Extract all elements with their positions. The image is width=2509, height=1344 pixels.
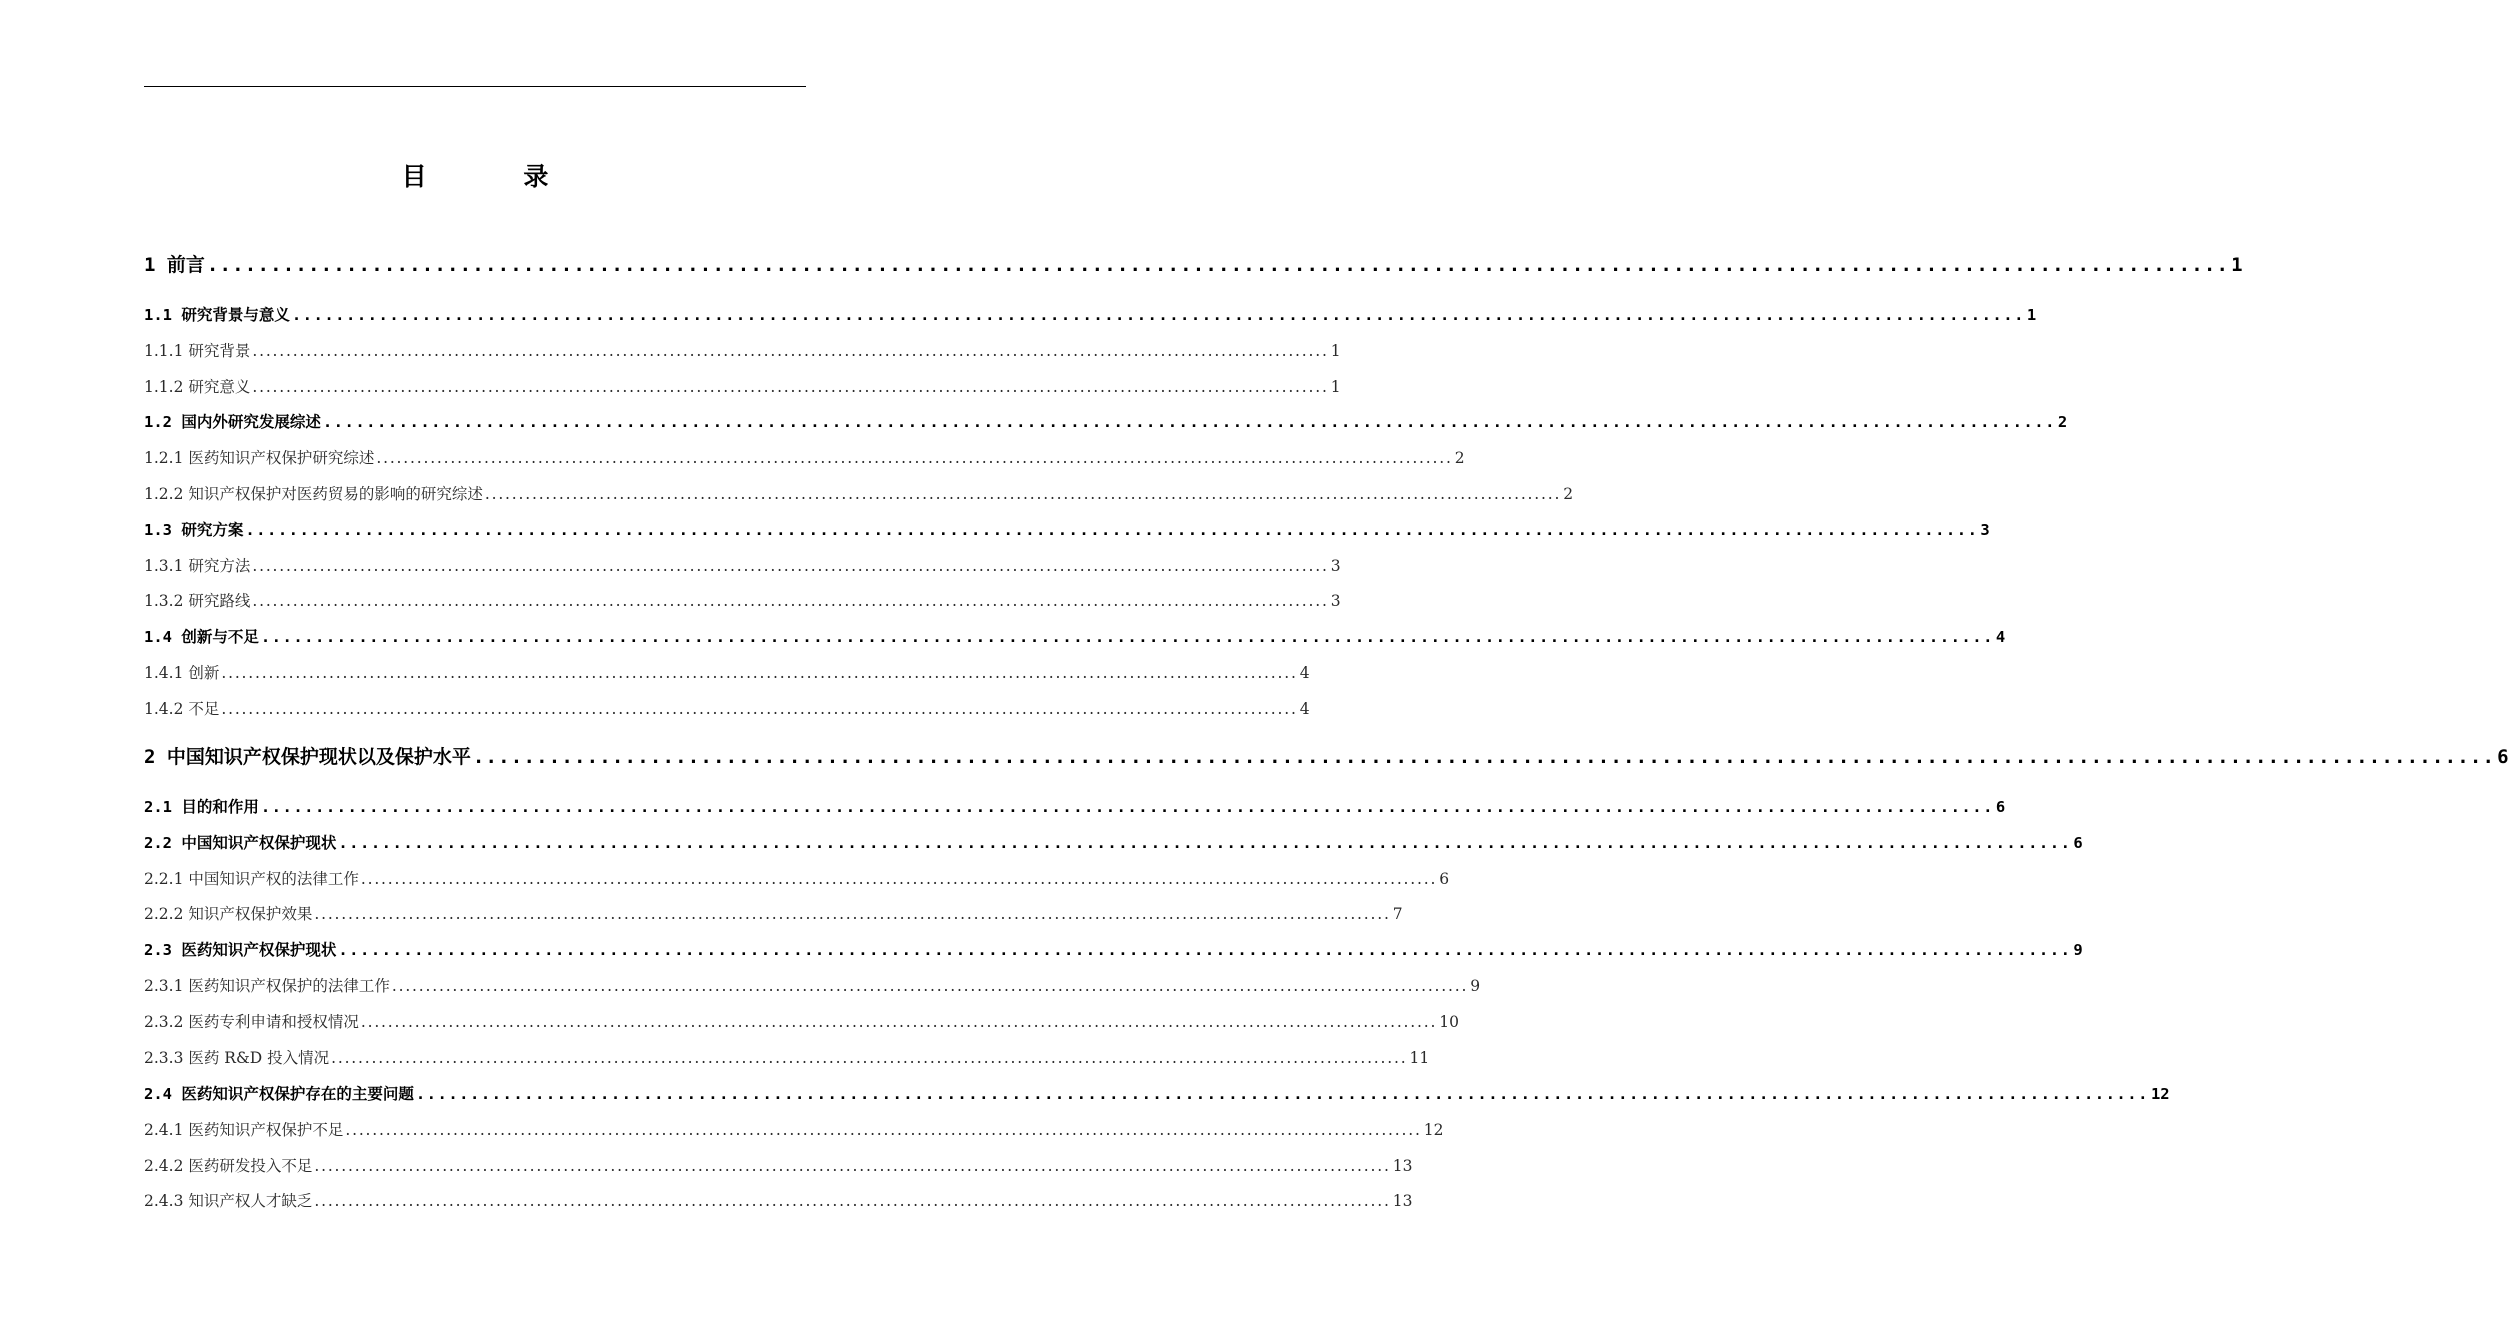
toc-dot-leader: ................................................................................................................................................................: [291, 306, 2025, 324]
toc-dot-leader: ................................................................................................................................................................: [415, 1085, 2149, 1103]
toc-entry-label: 1.3.1 研究方法: [144, 557, 251, 575]
toc-dot-leader: ................................................................................................................................................................: [252, 378, 1329, 396]
toc-dot-leader: ................................................................................................................................................................: [245, 521, 1979, 539]
toc-dot-leader: ................................................................................................................................................................: [252, 592, 1329, 610]
toc-entry-label: 2.3.1 医药知识产权保护的法律工作: [144, 977, 390, 995]
toc-entry-level-3[interactable]: [144, 375, 1341, 399]
toc-entry-page-number: 4: [1995, 628, 2006, 646]
toc-entry-label: 1.2 国内外研究发展综述: [144, 413, 321, 431]
toc-entry-page-number: 4: [1299, 664, 1310, 682]
toc-entry-level-3[interactable]: [144, 1010, 1459, 1034]
toc-entry-level-1[interactable]: [144, 743, 2509, 771]
toc-entry-label: 2.3.2 医药专利申请和授权情况: [144, 1013, 359, 1031]
toc-entry-level-2[interactable]: [144, 410, 2068, 434]
toc-entry-label: 1.3 研究方案: [144, 521, 244, 539]
toc-entry-page-number: 2: [1454, 449, 1465, 467]
toc-entry-level-3[interactable]: [144, 697, 1310, 721]
toc-entry-level-3[interactable]: [144, 554, 1341, 578]
toc-entry-level-3[interactable]: [144, 446, 1465, 470]
toc-dot-leader: ................................................................................................................................................................: [338, 941, 2072, 959]
toc-entry-label: 1.4 创新与不足: [144, 628, 259, 646]
toc-dot-leader: ................................................................................................................................................................: [260, 798, 1994, 816]
toc-dot-leader: ................................................................................................................................................................: [338, 834, 2072, 852]
toc-entry-label: 1.4.2 不足: [144, 700, 220, 718]
toc-entry-level-3[interactable]: [144, 1118, 1444, 1142]
toc-entry-level-2[interactable]: [144, 938, 2083, 962]
toc-dot-leader: ................................................................................................................................................................: [484, 485, 1562, 503]
toc-entry-label: 1.3.2 研究路线: [144, 592, 251, 610]
toc-entry-label: 2.2 中国知识产权保护现状: [144, 834, 337, 852]
toc-entry-label: 2.3 医药知识产权保护现状: [144, 941, 337, 959]
toc-entry-page-number: 6: [2497, 746, 2509, 768]
toc-entry-level-2[interactable]: [144, 518, 1990, 542]
toc-entry-label: 2.1 目的和作用: [144, 798, 259, 816]
toc-dot-leader: ................................................................................................................................................................: [376, 449, 1453, 467]
toc-entry-page-number: 12: [1423, 1121, 1444, 1139]
toc-dot-leader: ................................................................................................................................................................: [331, 1049, 1408, 1067]
toc-entry-level-3[interactable]: [144, 1046, 1430, 1070]
toc-entry-page-number: 7: [1392, 905, 1403, 923]
toc-entry-page-number: 13: [1392, 1157, 1413, 1175]
toc-entry-page-number: 3: [1980, 521, 1990, 539]
toc-entry-level-2[interactable]: [144, 1082, 2170, 1106]
toc-entry-level-3[interactable]: [144, 482, 1574, 506]
toc-entry-level-2[interactable]: [144, 831, 2083, 855]
toc-entry-level-2[interactable]: [144, 303, 2037, 327]
toc-dot-leader: ................................................................................................................................................................: [345, 1121, 1422, 1139]
toc-entry-page-number: 10: [1439, 1013, 1459, 1031]
toc-entry-level-3[interactable]: [144, 974, 1481, 998]
toc-dot-leader: ................................................................................................................................................................: [221, 664, 1298, 682]
toc-entry-page-number: 6: [1995, 798, 2006, 816]
toc-entry-page-number: 9: [2073, 941, 2083, 959]
toc-entry-page-number: 13: [1392, 1192, 1413, 1210]
toc-entry-label: 2.4.3 知识产权人才缺乏: [144, 1192, 313, 1210]
toc-dot-leader: ................................................................................................................................................................: [472, 746, 2496, 768]
toc-entry-level-3[interactable]: [144, 589, 1341, 613]
toc-entry-page-number: 3: [1330, 592, 1341, 610]
toc-entry-label: 1.1 研究背景与意义: [144, 306, 290, 324]
toc-entry-page-number: 2: [1563, 485, 1574, 503]
toc-entry-label: 2.2.2 知识产权保护效果: [144, 905, 313, 923]
toc-entry-page-number: 6: [1439, 870, 1450, 888]
toc-entry-level-3[interactable]: [144, 867, 1450, 891]
toc-entry-label: 1.2.2 知识产权保护对医药贸易的影响的研究综述: [144, 485, 483, 503]
toc-entry-level-2[interactable]: [144, 625, 2006, 649]
toc-entry-label: 1.1.1 研究背景: [144, 342, 251, 360]
toc-dot-leader: ................................................................................................................................................................: [206, 254, 2230, 276]
toc-entry-label: 2.4.2 医药研发投入不足: [144, 1157, 313, 1175]
toc-entry-label: 1.2.1 医药知识产权保护研究综述: [144, 449, 375, 467]
toc-entry-level-2[interactable]: [144, 795, 2006, 819]
toc-entry-label: 2.4.1 医药知识产权保护不足: [144, 1121, 344, 1139]
toc-dot-leader: ................................................................................................................................................................: [314, 1192, 1391, 1210]
toc-entry-page-number: 3: [1330, 557, 1341, 575]
toc-dot-leader: ................................................................................................................................................................: [360, 1013, 1438, 1031]
toc-dot-leader: ................................................................................................................................................................: [391, 977, 1469, 995]
toc-entry-label: 2 中国知识产权保护现状以及保护水平: [144, 746, 471, 768]
toc-entry-page-number: 1: [1330, 342, 1341, 360]
toc-entry-page-number: 11: [1409, 1049, 1430, 1067]
toc-title: 目 录: [401, 162, 593, 191]
toc-dot-leader: ................................................................................................................................................................: [252, 342, 1329, 360]
toc-entry-page-number: 1: [2026, 306, 2037, 324]
toc-entry-label: 1 前言: [144, 254, 205, 276]
toc-entry-label: 2.2.1 中国知识产权的法律工作: [144, 870, 359, 888]
toc-dot-leader: ................................................................................................................................................................: [260, 628, 1994, 646]
toc-entry-label: 1.1.2 研究意义: [144, 378, 251, 396]
toc-entry-label: 1.4.1 创新: [144, 664, 220, 682]
toc-entry-level-3[interactable]: [144, 1189, 1413, 1213]
header-rule: [144, 86, 806, 87]
toc-dot-leader: ................................................................................................................................................................: [314, 905, 1391, 923]
toc-dot-leader: ................................................................................................................................................................: [314, 1157, 1391, 1175]
toc-entry-level-3[interactable]: [144, 339, 1341, 363]
toc-entry-page-number: 4: [1299, 700, 1310, 718]
toc-entry-label: 2.4 医药知识产权保护存在的主要问题: [144, 1085, 414, 1103]
toc-entry-label: 2.3.3 医药 R&D 投入情况: [144, 1049, 330, 1067]
toc-entry-page-number: 6: [2073, 834, 2083, 852]
toc-entry-level-3[interactable]: [144, 1154, 1413, 1178]
toc-entry-level-3[interactable]: [144, 902, 1403, 926]
toc-dot-leader: ................................................................................................................................................................: [252, 557, 1329, 575]
toc-entry-page-number: 1: [1330, 378, 1341, 396]
toc-entry-page-number: 9: [1470, 977, 1481, 995]
toc-entry-level-1[interactable]: [144, 251, 2243, 279]
toc-dot-leader: ................................................................................................................................................................: [322, 413, 2056, 431]
toc-entry-page-number: 2: [2057, 413, 2068, 431]
toc-entry-level-3[interactable]: [144, 661, 1310, 685]
toc-entry-page-number: 12: [2150, 1085, 2170, 1103]
toc-dot-leader: ................................................................................................................................................................: [360, 870, 1438, 888]
toc-dot-leader: ................................................................................................................................................................: [221, 700, 1298, 718]
toc-entry-page-number: 1: [2231, 254, 2243, 276]
